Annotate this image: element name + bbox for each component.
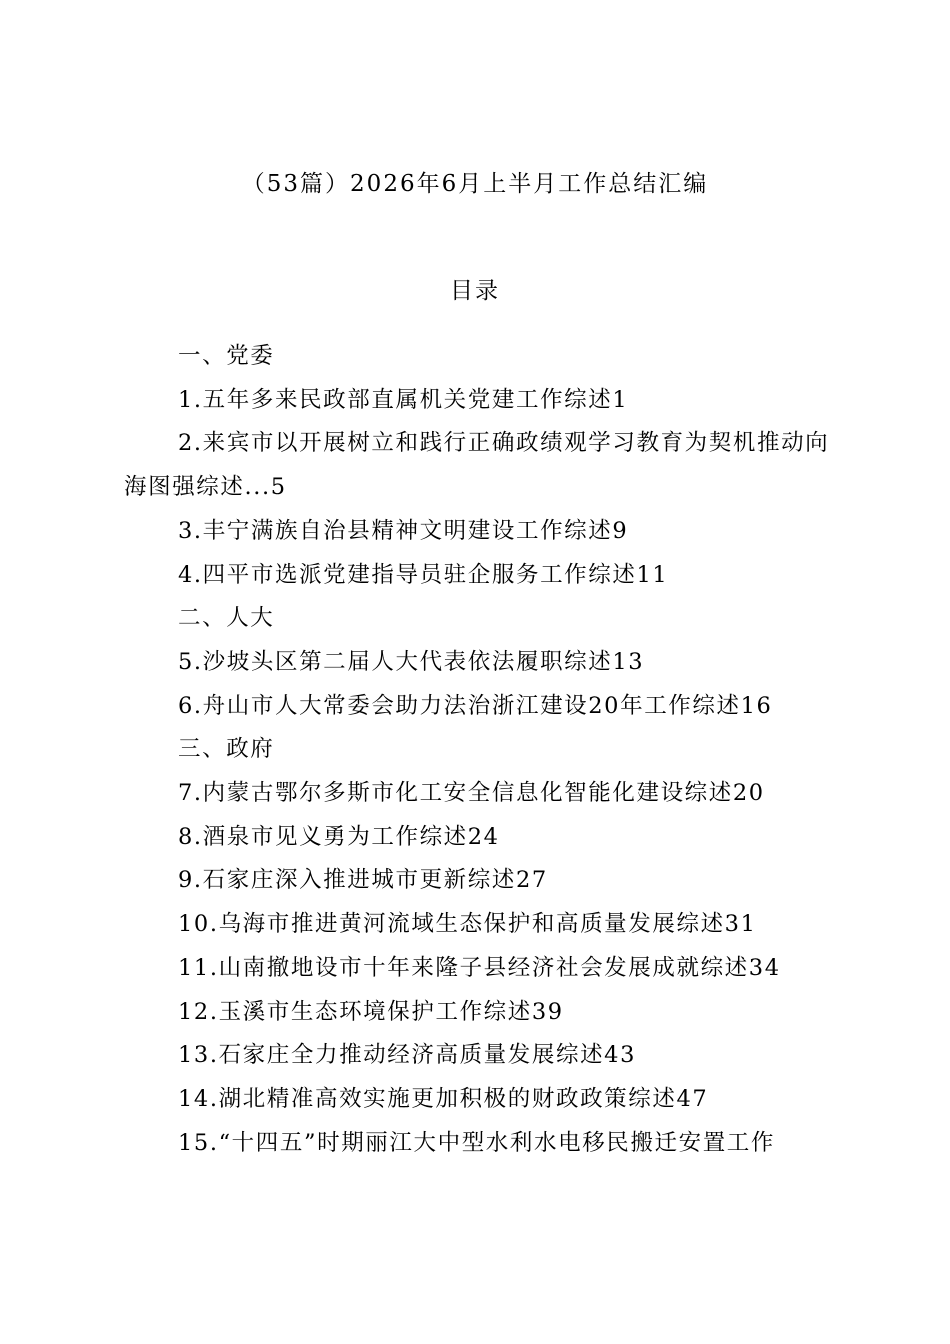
toc-item: 3.丰宁满族自治县精神文明建设工作综述9 bbox=[178, 517, 629, 544]
table-of-contents bbox=[124, 335, 836, 1165]
toc-item: 7.内蒙古鄂尔多斯市化工安全信息化智能化建设综述20 bbox=[178, 780, 765, 807]
toc-section-government: 三、政府 bbox=[178, 736, 275, 763]
toc-item: 8.酒泉市见义勇为工作综述24 bbox=[178, 823, 500, 850]
toc-item: 5.沙坡头区第二届人大代表依法履职综述13 bbox=[178, 648, 645, 675]
toc-item: 10.乌海市推进黄河流域生态保护和高质量发展综述31 bbox=[178, 911, 757, 938]
toc-item: 9.石家庄深入推进城市更新综述27 bbox=[178, 867, 548, 894]
toc-item: 14.湖北精准高效实施更加积极的财政政策综述47 bbox=[178, 1085, 709, 1112]
toc-section-party-committee: 一、党委 bbox=[178, 343, 275, 369]
toc-item: 6.舟山市人大常委会助力法治浙江建设20年工作综述16 bbox=[178, 692, 773, 719]
toc-item: 1.五年多来民政部直属机关党建工作综述1 bbox=[178, 386, 629, 413]
document-title: （53篇）2026年6月上半月工作总结汇编 bbox=[241, 171, 709, 197]
toc-section-npc: 二、人大 bbox=[178, 605, 275, 632]
toc-item: 15.“十四五”时期丽江大中型水利水电移民搬迁安置工作 bbox=[178, 1129, 775, 1156]
toc-item: 12.玉溪市生态环境保护工作综述39 bbox=[178, 998, 564, 1025]
toc-heading: 目录 bbox=[450, 278, 500, 304]
toc-item: 2.来宾市以开展树立和践行正确政绩观学习教育为契机推动向海图强综述...5 bbox=[124, 430, 830, 501]
toc-item: 4.四平市选派党建指导员驻企服务工作综述11 bbox=[178, 561, 669, 588]
toc-item: 11.山南撤地设市十年来隆子县经济社会发展成就综述34 bbox=[178, 954, 781, 981]
toc-item: 13.石家庄全力推动经济高质量发展综述43 bbox=[178, 1042, 637, 1069]
